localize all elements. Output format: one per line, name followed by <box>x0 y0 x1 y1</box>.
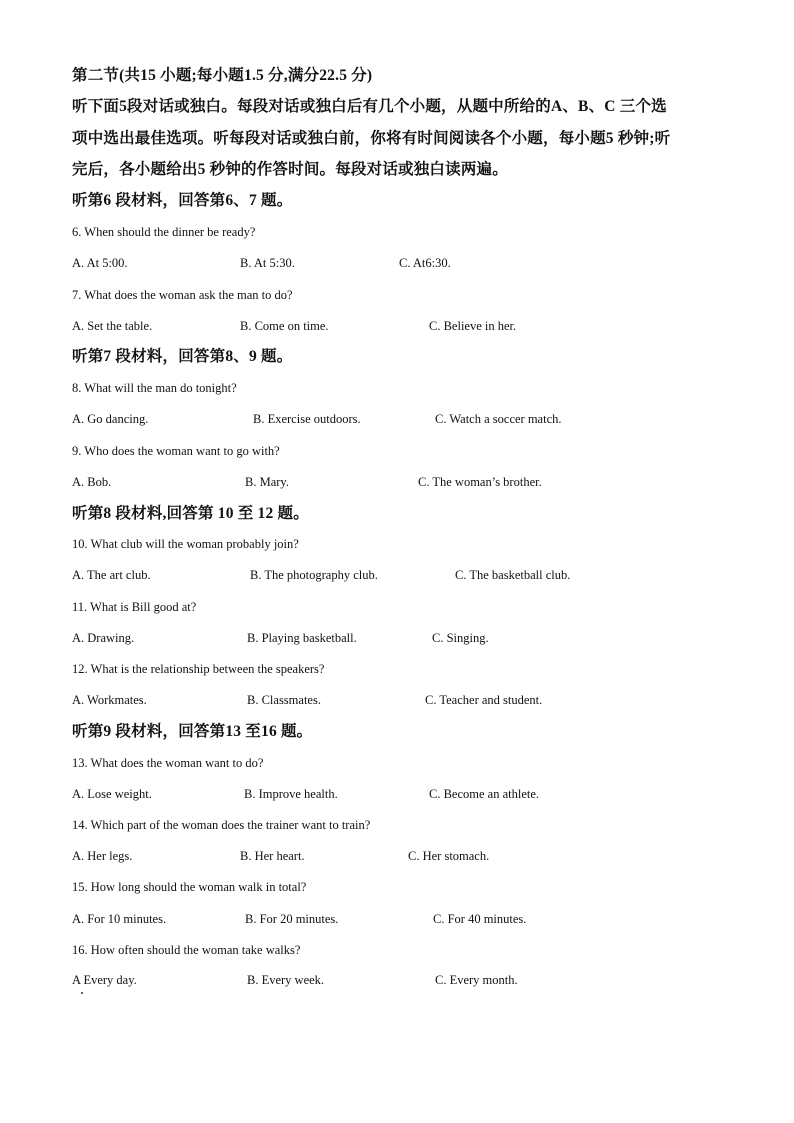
question-text: 13. What does the woman want to do? <box>72 756 264 770</box>
group-heading: 听第6 段材料，回答第6、7 题。 <box>72 192 293 209</box>
option-c: C. Singing. <box>432 631 489 645</box>
option-a: A. Set the table. <box>72 319 153 333</box>
section-header: 第二节(共15 小题;每小题1.5 分,满分22.5 分) <box>72 67 373 84</box>
option-c: C. Every month. <box>435 973 518 987</box>
question-text: 6. When should the dinner be ready? <box>72 225 256 239</box>
question-text: 8. What will the man do tonight? <box>72 381 237 395</box>
instructions-line-2: 项中选出最佳选项。听每段对话或独白前，你将有时间阅读各个小题，每小题5 秒钟;听 <box>72 130 671 147</box>
option-c: C. For 40 minutes. <box>433 912 527 926</box>
option-c: C. Become an athlete. <box>429 787 540 801</box>
instructions-line-3: 完后，各小题给出5 秒钟的作答时间。每段对话或独白读两遍。 <box>72 161 508 178</box>
option-a: A. For 10 minutes. <box>72 912 167 926</box>
option-a: A. Her legs. <box>72 849 133 863</box>
option-a: A. Bob. <box>72 475 112 489</box>
question-text: 11. What is Bill good at? <box>72 600 197 614</box>
option-b: B. Every week. <box>247 973 325 987</box>
question-text: 16. How often should the woman take walks? <box>72 943 301 957</box>
option-c: C. At6:30. <box>399 256 451 270</box>
group-heading: 听第9 段材料，回答第13 至16 题。 <box>72 723 313 740</box>
option-a: A. Workmates. <box>72 693 147 707</box>
stray-mark <box>81 992 83 994</box>
question-text: 10. What club will the woman probably join? <box>72 537 299 551</box>
option-c: C. Believe in her. <box>429 319 517 333</box>
option-b: B. Classmates. <box>247 693 321 707</box>
question-text: 12. What is the relationship between the speakers? <box>72 662 325 676</box>
option-b: B. The photography club. <box>250 568 378 582</box>
option-b: B. At 5:30. <box>240 256 295 270</box>
option-b: B. Her heart. <box>240 849 305 863</box>
option-b: B. Playing basketball. <box>247 631 357 645</box>
option-a: A. Lose weight. <box>72 787 152 801</box>
option-b: B. Exercise outdoors. <box>253 412 361 426</box>
option-a: A Every day. <box>72 973 137 987</box>
question-text: 9. Who does the woman want to go with? <box>72 444 280 458</box>
instructions-line-1: 听下面5段对话或独白。每段对话或独白后有几个小题，从题中所给的A、B、C 三个选 <box>72 98 667 115</box>
option-c: C. Her stomach. <box>408 849 490 863</box>
option-a: A. The art club. <box>72 568 151 582</box>
option-b: B. For 20 minutes. <box>245 912 339 926</box>
option-b: B. Improve health. <box>244 787 338 801</box>
option-b: B. Come on time. <box>240 319 329 333</box>
group-heading: 听第8 段材料,回答第 10 至 12 题。 <box>72 505 309 522</box>
option-c: C. Watch a soccer match. <box>435 412 562 426</box>
option-c: C. The basketball club. <box>455 568 571 582</box>
option-c: C. Teacher and student. <box>425 693 543 707</box>
option-c: C. The woman’s brother. <box>418 475 542 489</box>
question-text: 7. What does the woman ask the man to do? <box>72 288 293 302</box>
question-text: 15. How long should the woman walk in total? <box>72 880 307 894</box>
option-b: B. Mary. <box>245 475 289 489</box>
option-a: A. At 5:00. <box>72 256 128 270</box>
group-heading: 听第7 段材料，回答第8、9 题。 <box>72 348 293 365</box>
option-a: A. Drawing. <box>72 631 135 645</box>
option-a: A. Go dancing. <box>72 412 149 426</box>
question-text: 14. Which part of the woman does the trainer want to train? <box>72 818 371 832</box>
